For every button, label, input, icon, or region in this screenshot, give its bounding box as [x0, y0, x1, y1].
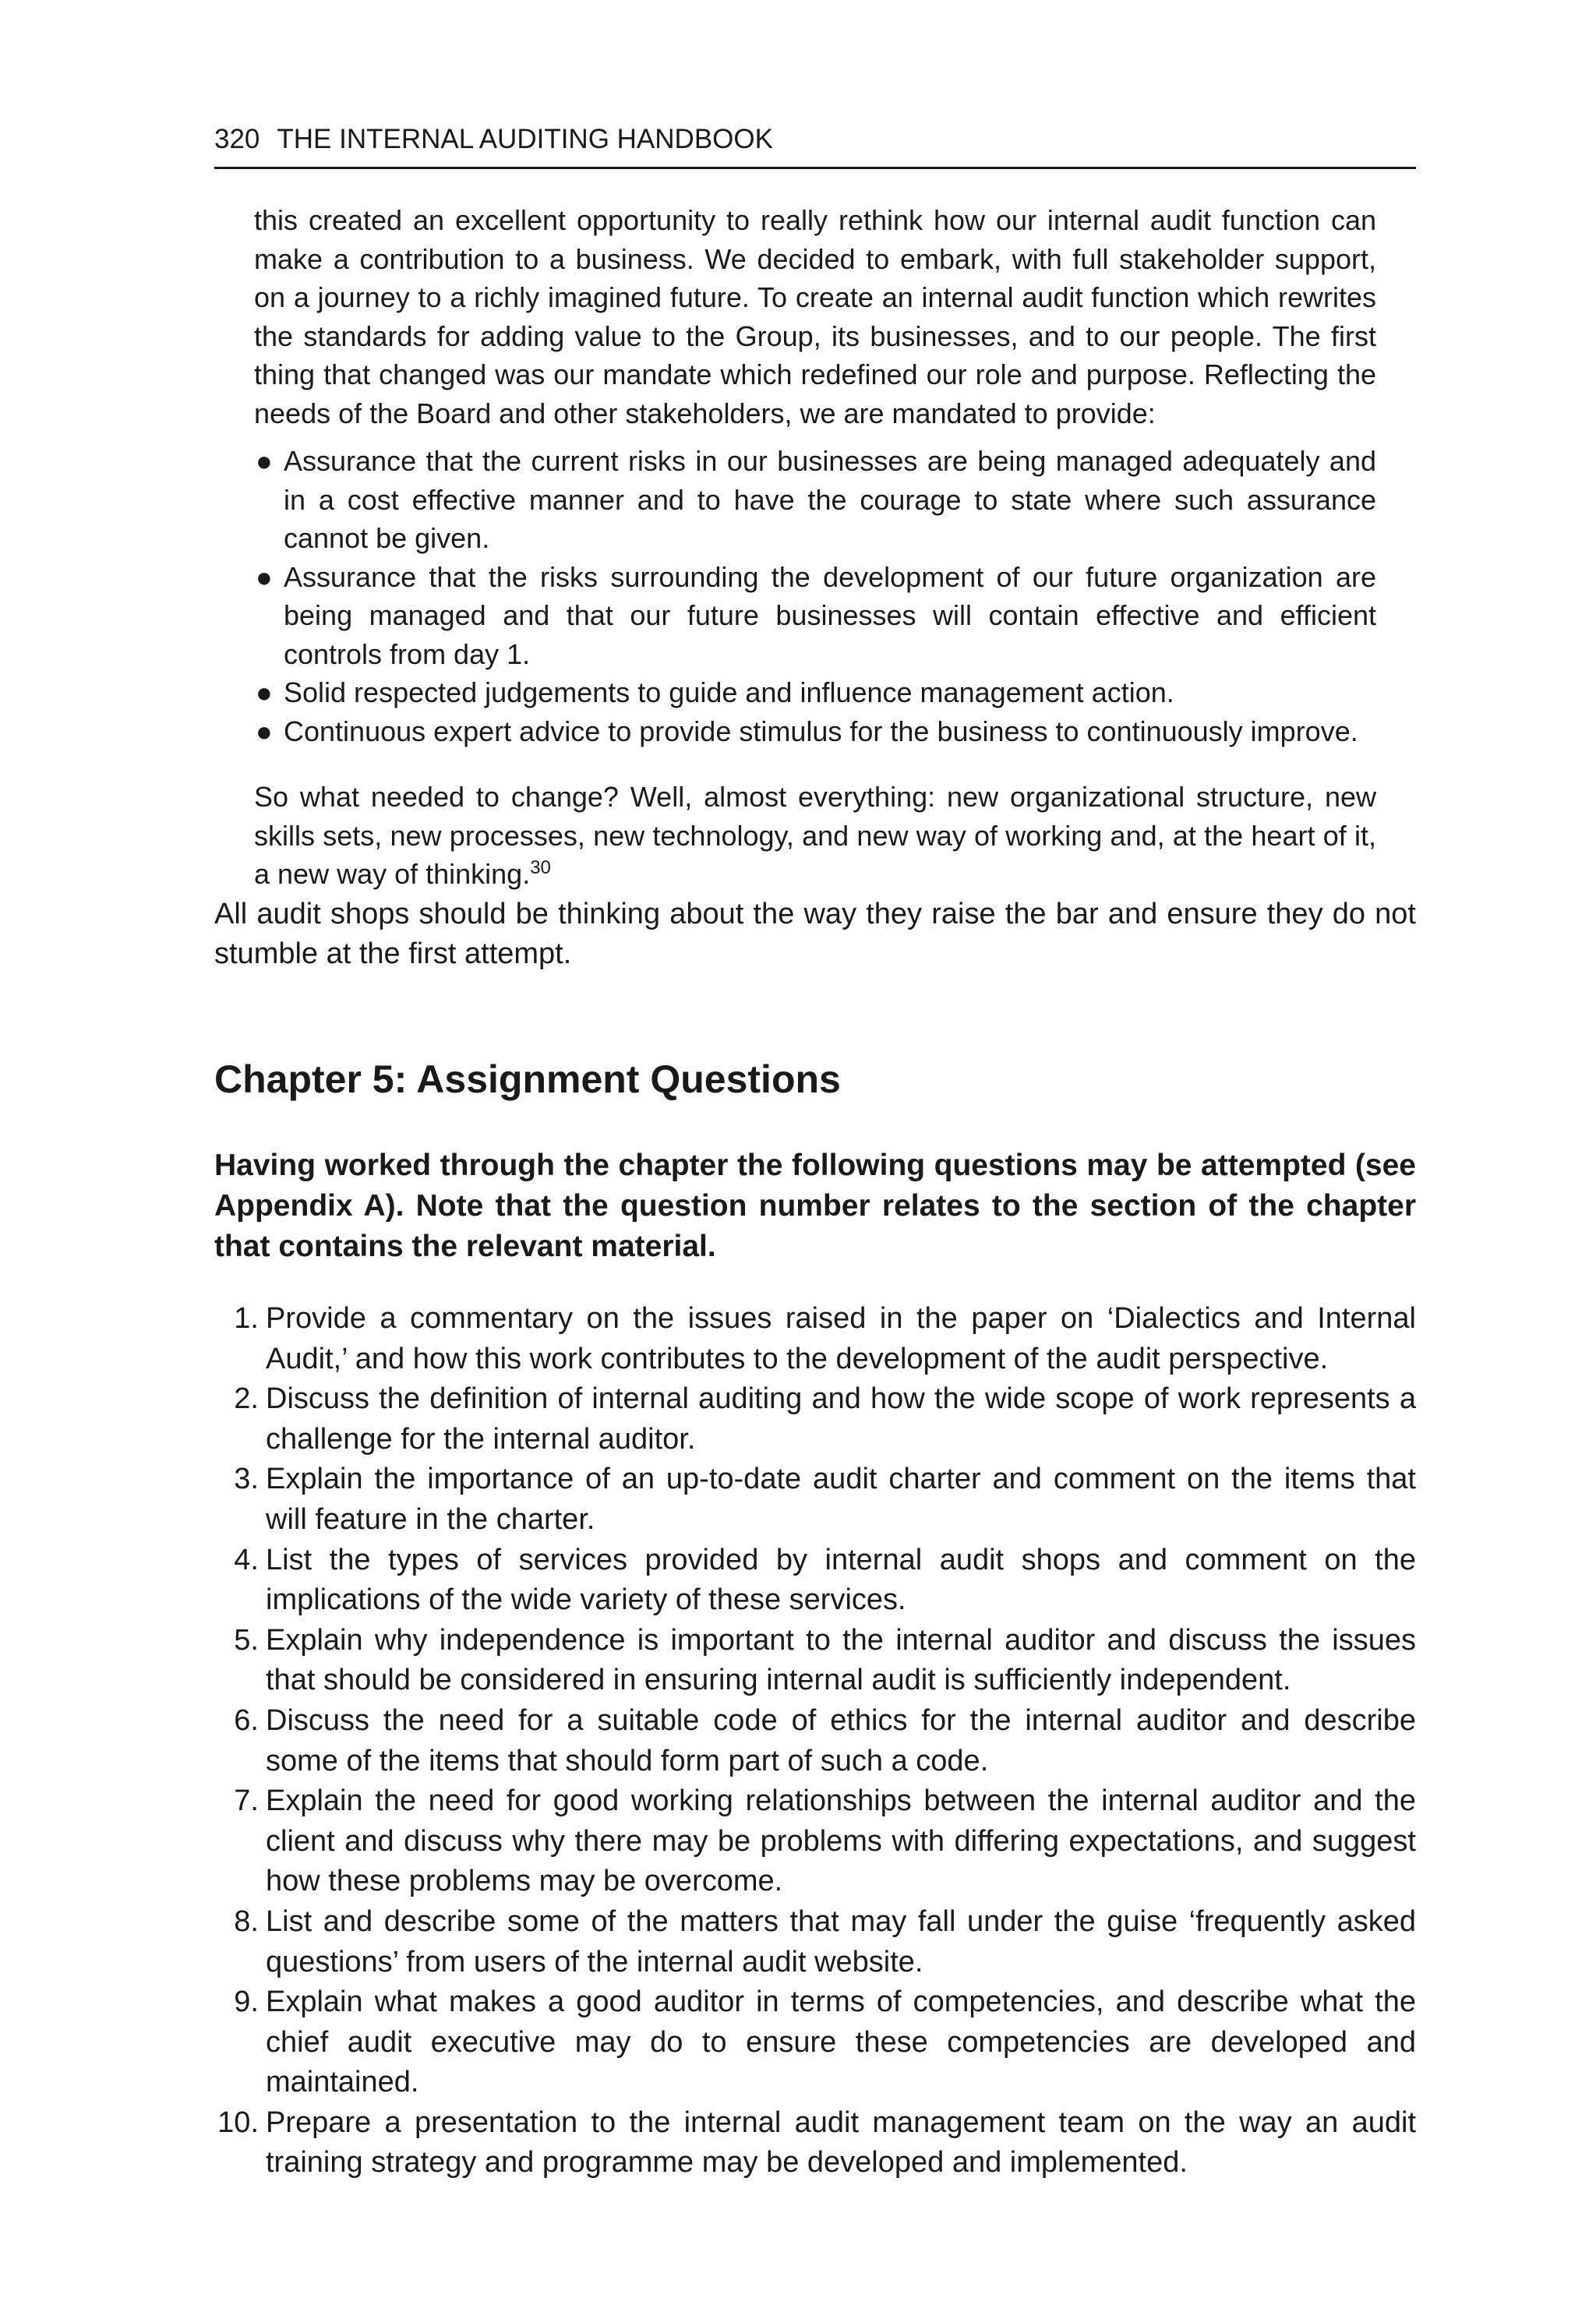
bullet-icon: ●	[256, 445, 273, 477]
question-item	[214, 1379, 1416, 1460]
quote-bullet-list	[254, 442, 1376, 750]
question-item	[214, 1902, 1416, 1982]
question-number: 3.	[234, 1463, 259, 1496]
question-item	[214, 1460, 1416, 1540]
question-item	[214, 2103, 1416, 2183]
quote-closing-paragraph	[254, 778, 1376, 894]
bullet-icon: ●	[256, 676, 273, 708]
assignment-intro: Having worked through the chapter the following questions may be attempted (see Appendix A). Note that the question number relates to the section of the chapter that contains the relevant material.	[214, 1149, 1416, 1263]
body-paragraph: All audit shops should be thinking about the way they raise the bar and ensure they do not stumble at the first attempt.	[214, 898, 1416, 970]
quote-bullet-text: Solid respected judgements to guide and influence management action.	[284, 676, 1174, 708]
quote-bullet-item	[254, 558, 1376, 674]
chapter-heading: Chapter 5: Assignment Questions	[214, 1057, 841, 1101]
quote-bullet-item	[254, 442, 1376, 558]
question-text: Explain the need for good working relationships between the internal auditor and the client and discuss why there may be problems with differing expectations, and suggest how these problems may be overcome.	[266, 1784, 1416, 1898]
question-text: Discuss the definition of internal auditing and how the wide scope of work represents a challenge for the internal auditor.	[266, 1382, 1416, 1456]
question-number: 7.	[234, 1784, 259, 1818]
question-item	[214, 1299, 1416, 1379]
question-number: 10.	[217, 2105, 259, 2139]
question-text: Explain what makes a good auditor in terms of competencies, and describe what the chief audit executive may do to ensure these competencies are developed and maintained.	[266, 1985, 1416, 2099]
running-header	[214, 119, 1416, 169]
question-number: 4.	[234, 1543, 259, 1576]
question-text: Explain the importance of an up-to-date audit charter and comment on the items that will feature in the charter.	[266, 1463, 1416, 1536]
question-number: 6.	[234, 1703, 259, 1737]
question-item	[214, 1781, 1416, 1902]
question-number: 8.	[234, 1904, 259, 1938]
quote-bullet-text: Continuous expert advice to provide stimulus for the business to continuously improve.	[284, 715, 1358, 747]
question-item	[214, 1621, 1416, 1701]
question-list	[214, 1299, 1416, 2183]
page-number: 320	[214, 124, 260, 154]
question-item	[214, 1541, 1416, 1621]
question-number: 1.	[234, 1302, 259, 1335]
block-quote	[254, 201, 1376, 894]
question-number: 9.	[234, 1985, 259, 2019]
quote-opening-paragraph: this created an excellent opportunity to really rethink how our internal audit function can make a contribution to a business. We decided to embark, with full stakeholder support, on a journey to a richly imagined future. To create an internal audit function which rewrites the standards for adding value to the Group, its businesses, and to our people. The first thing that changed was our mandate which redefined our role and purpose. Reflecting the needs of the Board and other stakeholders, we are mandated to provide:	[254, 204, 1376, 429]
quote-bullet-text: Assurance that the current risks in our businesses are being managed adequately and in a cost effective manner and to have the courage to state where such assurance cannot be given.	[284, 445, 1376, 554]
question-text: List the types of services provided by internal audit shops and comment on the implications of the wide variety of these services.	[266, 1543, 1416, 1617]
quote-bullet-item	[254, 673, 1376, 712]
question-text: Discuss the need for a suitable code of ethics for the internal auditor and describe some of the items that should form part of such a code.	[266, 1703, 1416, 1777]
quote-bullet-text: Assurance that the risks surrounding the development of our future organization are being managed and that our future businesses will contain effective and efficient controls from day 1.	[284, 560, 1376, 670]
question-text: List and describe some of the matters that may fall under the guise ‘frequently asked questions’ from users of the internal audit website.	[266, 1904, 1416, 1978]
bullet-icon: ●	[256, 560, 273, 593]
book-title: THE INTERNAL AUDITING HANDBOOK	[277, 124, 773, 154]
question-item	[214, 1701, 1416, 1781]
question-number: 5.	[234, 1623, 259, 1657]
question-number: 2.	[234, 1382, 259, 1416]
bullet-icon: ●	[256, 715, 273, 747]
question-text: Prepare a presentation to the internal audit management team on the way an audit training strategy and programme may be developed and implemented.	[266, 2105, 1416, 2180]
quote-bullet-item	[254, 712, 1376, 751]
question-text: Explain why independence is important to the internal auditor and discuss the issues that should be considered in ensuring internal audit is sufficiently independent.	[266, 1623, 1416, 1697]
question-item	[214, 1982, 1416, 2103]
footnote-reference[interactable]: 30	[530, 857, 551, 878]
quote-closing-text: So what needed to change? Well, almost everything: new organizational structure, new skills sets, new processes, new technology, and new way of working and, at the heart of it, a new way of thinking.	[254, 781, 1376, 890]
question-text: Provide a commentary on the issues raised in the paper on ‘Dialectics and Internal Audit,’ and how this work contributes to the development of the audit perspective.	[266, 1302, 1416, 1375]
